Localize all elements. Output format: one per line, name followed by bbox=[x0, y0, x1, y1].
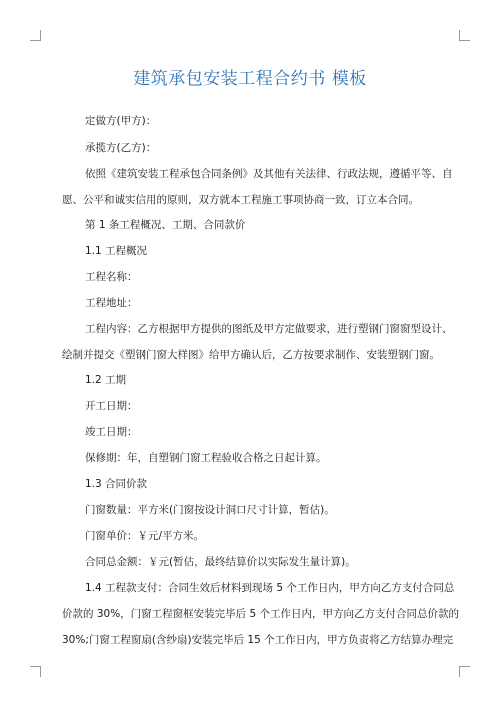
subsection-heading: 1.1 工程概况 bbox=[85, 245, 148, 257]
crop-mark-bottom-left bbox=[30, 666, 41, 677]
field-line: 工程地址： bbox=[85, 297, 138, 309]
field-line: 门窗数量：平方米(门窗按设计洞口尺寸计算，暂估)。 bbox=[85, 504, 335, 516]
paragraph-line: 绘制并提交《塑钢门窗大样图》给甲方确认后，乙方按要求制作、安装塑钢门窗。 bbox=[62, 349, 440, 361]
crop-mark-bottom-right bbox=[459, 666, 470, 677]
document-title: 建筑承包安装工程合约书 模板 bbox=[133, 69, 367, 89]
field-line: 门窗单价：￥元/平方米。 bbox=[85, 530, 205, 542]
paragraph-line: 愿、公平和诚实信用的原则，双方就本工程施工事项协商一致，订立本合同。 bbox=[62, 194, 419, 206]
party-b-line: 承揽方(乙方)： bbox=[85, 142, 157, 154]
field-line: 工程名称： bbox=[85, 271, 138, 283]
field-line: 保修期：年，自塑钢门窗工程验收合格之日起计算。 bbox=[85, 452, 327, 464]
paragraph-line: 工程内容：乙方根据甲方提供的图纸及甲方定做要求，进行塑钢门窗窗型设计、 bbox=[85, 323, 453, 335]
paragraph-line: 30%;门窗工程窗扇(含纱扇)安装完毕后 15 个工作日内，甲方负责将乙方结算办理完 bbox=[62, 634, 454, 646]
field-line: 合同总金额：￥元(暂估，最终结算价以实际发生量计算)。 bbox=[85, 556, 356, 568]
crop-mark-top-left bbox=[30, 30, 41, 41]
field-line: 竣工日期： bbox=[85, 426, 138, 438]
party-a-line: 定做方(甲方)： bbox=[85, 115, 157, 127]
paragraph-line: 依照《建筑安装工程承包合同条例》及其他有关法律、行政法规，遵循平等、自 bbox=[85, 168, 453, 180]
subsection-heading: 1.3 合同价款 bbox=[85, 478, 148, 490]
paragraph-line: 1.4 工程款支付：合同生效后材料到现场 5 个工作日内，甲方向乙方支付合同总 bbox=[85, 582, 455, 594]
paragraph-line: 价款的 30%，门窗工程窗框安装完毕后 5 个工作日内，甲方向乙方支付合同总价款的 bbox=[62, 608, 460, 620]
crop-mark-top-right bbox=[459, 30, 470, 41]
section-heading: 第 1 条工程概况、工期、合同款价 bbox=[85, 219, 246, 231]
field-line: 开工日期： bbox=[85, 400, 138, 412]
subsection-heading: 1.2 工期 bbox=[85, 374, 127, 386]
